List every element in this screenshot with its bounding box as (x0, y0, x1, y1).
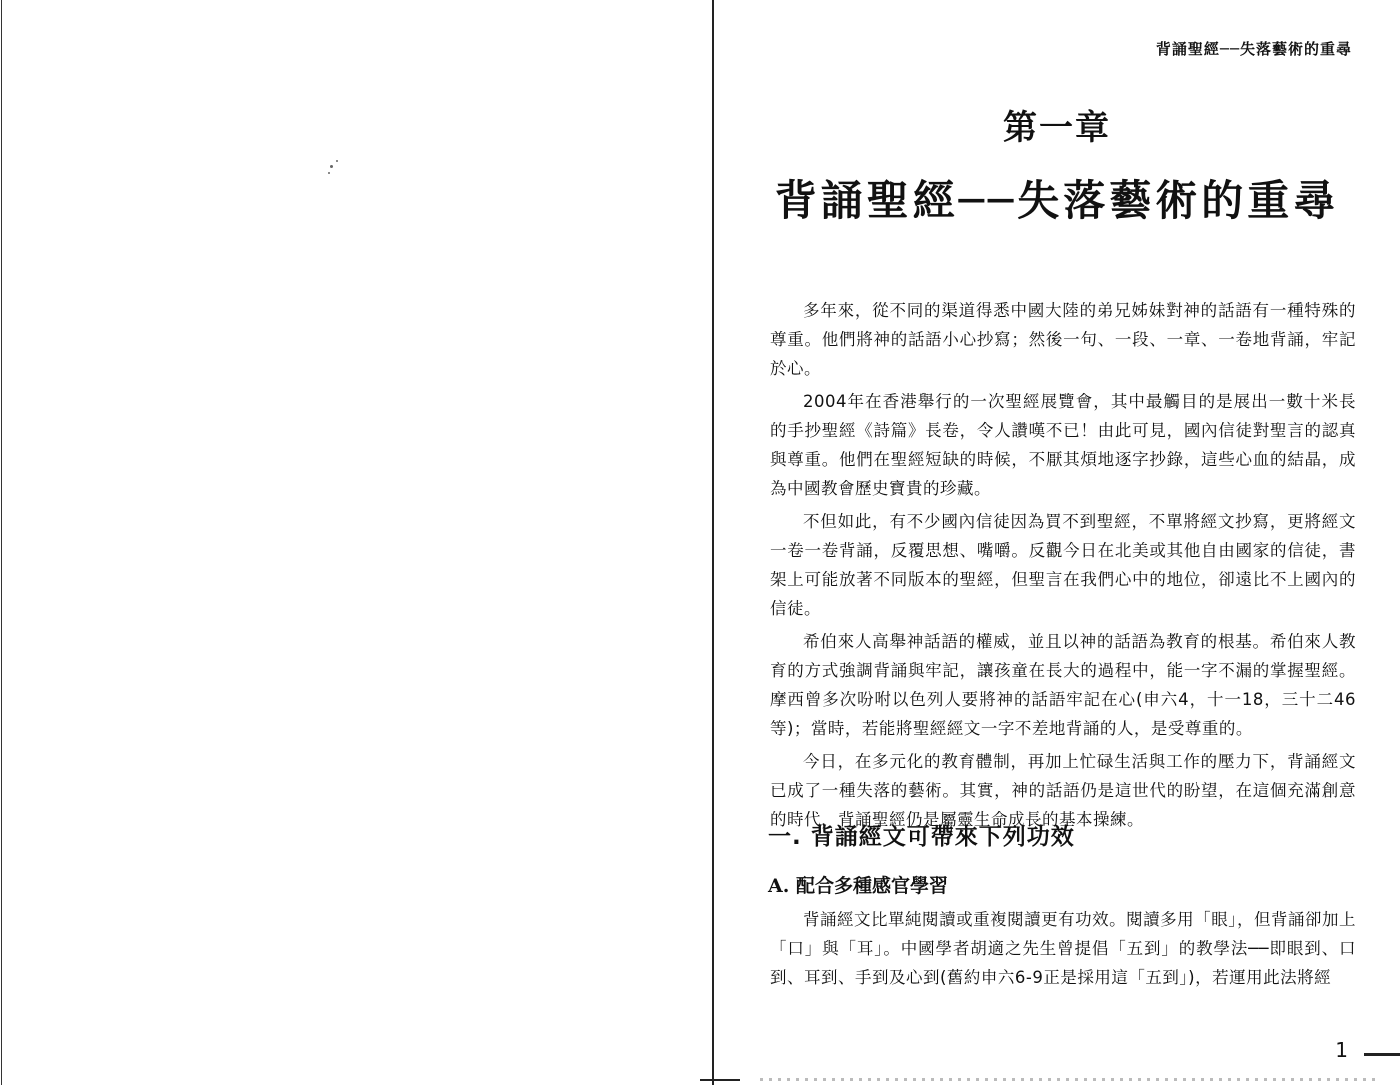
scan-speck (336, 160, 338, 162)
page-number-rule (1364, 1053, 1400, 1056)
scan-speck (328, 172, 330, 174)
section-heading: 一. 背誦經文可帶來下列功效 (768, 824, 1075, 850)
section-body (770, 905, 1356, 996)
running-head: 背誦聖經──失落藝術的重尋 (1155, 40, 1352, 58)
chapter-number: 第一章 (1003, 108, 1111, 148)
chapter-title: 背誦聖經──失落藝術的重尋 (774, 176, 1340, 225)
paragraph: 多年來，從不同的渠道得悉中國大陸的弟兄姊妹對神的話語有一種特殊的尊重。他們將神的話語小心抄寫；然後一句、一段、一章、一卷地背誦，牢記於心。 (770, 301, 1356, 378)
left-page-edge (1, 0, 2, 1085)
paragraph: 今日，在多元化的教育體制，再加上忙碌生活與工作的壓力下，背誦經文已成了一種失落的藝術。其實，神的話語仍是這世代的盼望，在這個充滿創意的時代，背誦聖經仍是屬靈生命成長的基本操練。 (770, 752, 1356, 829)
paragraph: 不但如此，有不少國內信徒因為買不到聖經，不單將經文抄寫，更將經文一卷一卷背誦，反覆思想、嘴嚼。反觀今日在北美或其他自由國家的信徒，書架上可能放著不同版本的聖經，但聖言在我們心中的地位，卻遠比不上國內的信徒。 (770, 512, 1356, 618)
sub-heading: A. 配合多種感官學習 (768, 875, 948, 897)
right-text-page (714, 0, 1400, 1085)
paragraph: 背誦經文比單純閱讀或重複閱讀更有功效。閱讀多用「眼」，但背誦卻加上「口」與「耳」。中國學者胡適之先生曾提倡「五到」的教學法──即眼到、口到、耳到、手到及心到(舊約申六6-9正是採用這「五到」)，若運用此法將經 (770, 910, 1356, 987)
page-number: 1 (1335, 1038, 1348, 1062)
scan-speck (330, 165, 333, 168)
paragraph: 希伯來人高舉神話語的權威，並且以神的話語為教育的根基。希伯來人教育的方式強調背誦與牢記，讓孩童在長大的過程中，能一字不漏的掌握聖經。摩西曾多次吩咐以色列人要將神的話語牢記在心(申六4，十一18，三十二46等)；當時，若能將聖經經文一字不差地背誦的人，是受尊重的。 (770, 632, 1356, 738)
paragraph: 2004年在香港舉行的一次聖經展覽會，其中最觸目的是展出一數十米長的手抄聖經《詩篇》長卷，令人讚嘆不已！由此可見，國內信徒對聖言的認真與尊重。他們在聖經短缺的時候，不厭其煩地逐字抄錄，這些心血的結晶，成為中國教會歷史寶貴的珍藏。 (770, 392, 1356, 498)
intro-body (770, 296, 1356, 838)
